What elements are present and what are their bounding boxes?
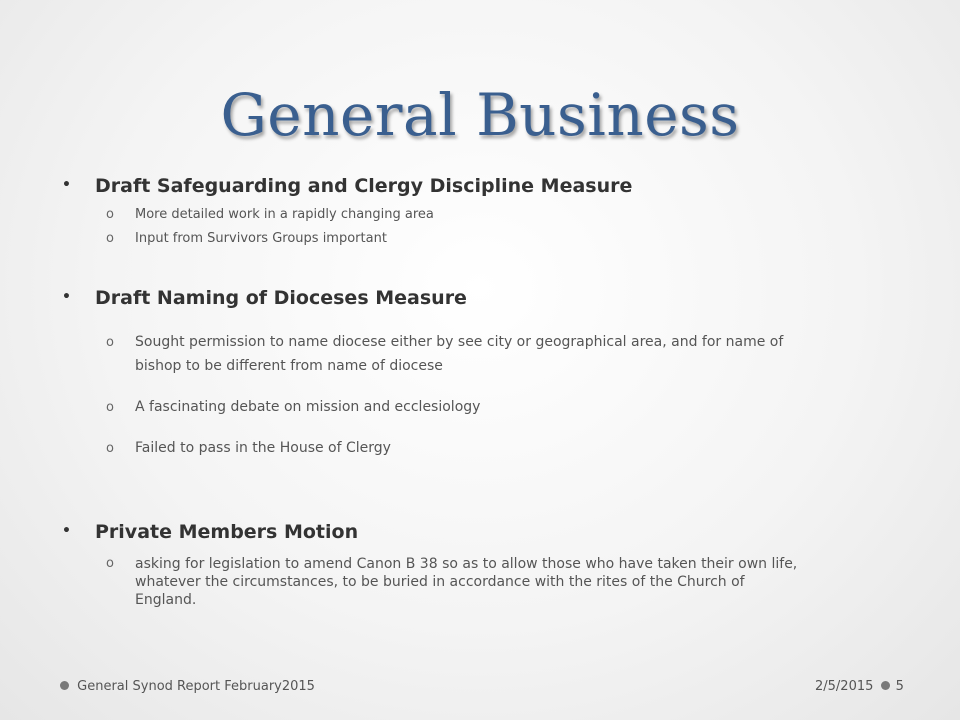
- bullet-icon: •: [62, 523, 71, 539]
- bullet-icon: •: [62, 177, 71, 193]
- footer-right: [815, 679, 904, 695]
- footer-dot-icon: [60, 681, 69, 690]
- section-heading-text: Draft Safeguarding and Clergy Discipline Measure: [95, 175, 633, 197]
- sub-bullet-icon: o: [106, 441, 114, 456]
- list-item-text: More detailed work in a rapidly changing area: [135, 207, 434, 222]
- sub-bullet-icon: o: [106, 400, 114, 415]
- sub-bullet-icon: o: [106, 556, 114, 571]
- list-item-text: whatever the circumstances, to be buried in accordance with the rites of the Church of: [135, 574, 745, 590]
- bullet-icon: •: [62, 289, 71, 305]
- list-item-text: Input from Survivors Groups important: [135, 231, 387, 246]
- section-heading-text: Draft Naming of Dioceses Measure: [95, 287, 467, 309]
- list-item-text: Sought permission to name diocese either by see city or geographical area, and for name of: [135, 334, 784, 350]
- footer-left: [60, 679, 315, 695]
- list-item-text: Failed to pass in the House of Clergy: [135, 440, 391, 456]
- list-item-text: A fascinating debate on mission and ecclesiology: [135, 399, 481, 415]
- sub-bullet-icon: o: [106, 335, 114, 350]
- footer-dot-icon: [881, 681, 890, 690]
- footer-date: 2/5/2015: [815, 679, 874, 694]
- footer-text: General Synod Report February2015: [77, 679, 315, 694]
- section-heading-text: Private Members Motion: [95, 521, 359, 543]
- list-item-text: bishop to be different from name of diocese: [135, 358, 443, 374]
- list-item-text: England.: [135, 592, 197, 608]
- list-item-text: asking for legislation to amend Canon B 38 so as to allow those who have taken their own life,: [135, 556, 798, 572]
- slide-number: 5: [895, 679, 904, 694]
- sub-bullet-icon: o: [106, 231, 114, 246]
- slide-title: General Business: [220, 81, 740, 149]
- sub-bullet-icon: o: [106, 207, 114, 222]
